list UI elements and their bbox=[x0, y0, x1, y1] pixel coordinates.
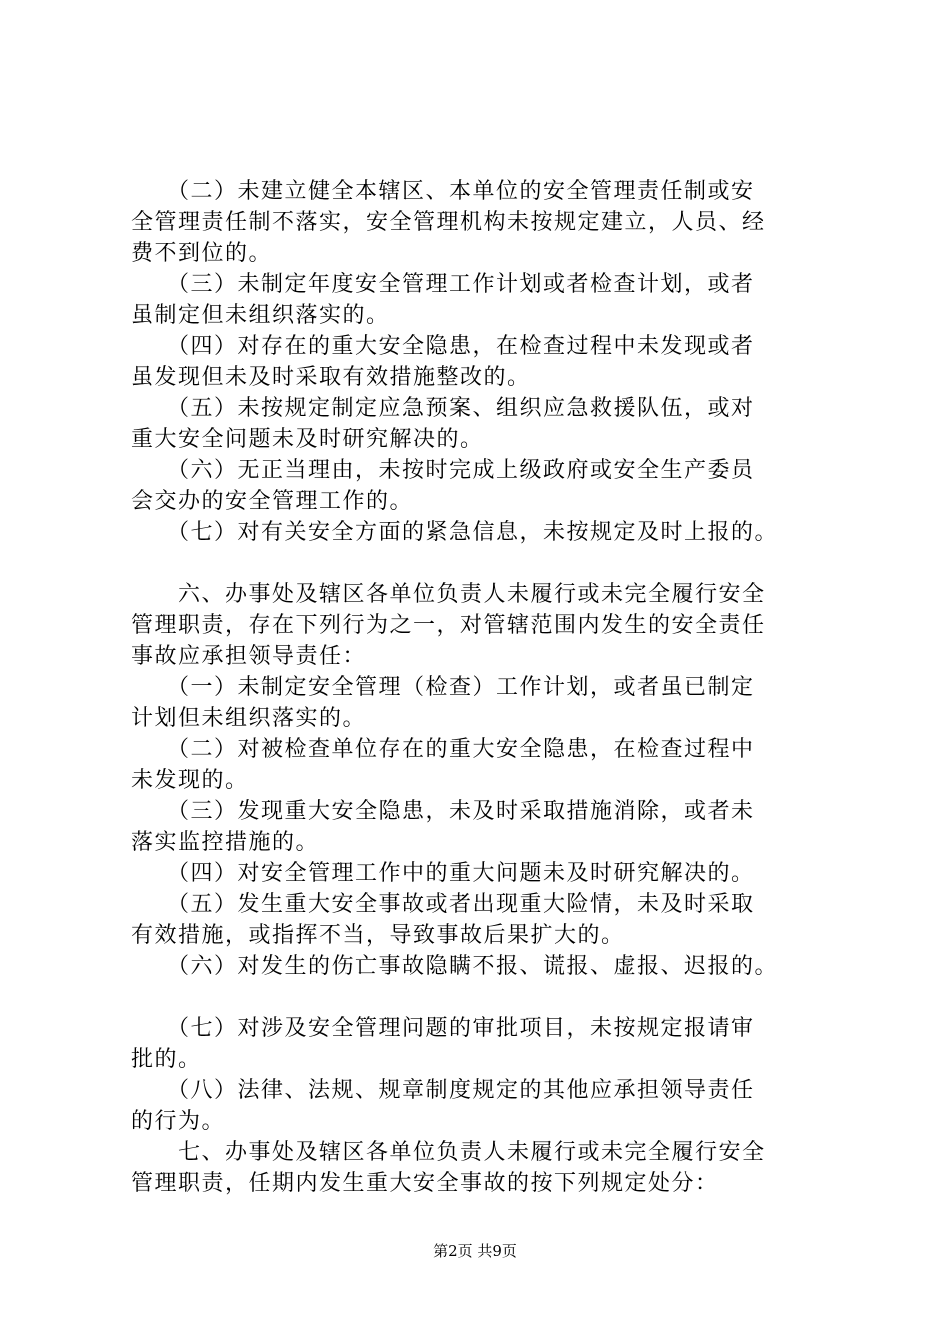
text-line: 七、办事处及辖区各单位负责人未履行或未完全履行安全 bbox=[131, 1140, 766, 1165]
text-line: 事故应承担领导责任： bbox=[131, 644, 367, 669]
text-line: （二）对被检查单位存在的重大安全隐患，在检查过程中 bbox=[131, 737, 755, 762]
text-line: （四）对安全管理工作中的重大问题未及时研究解决的。 bbox=[131, 861, 755, 886]
text-line: 重大安全问题未及时研究解决的。 bbox=[131, 427, 484, 452]
text-line: 虽发现但未及时采取有效措施整改的。 bbox=[131, 365, 531, 390]
text-line: 会交办的安全管理工作的。 bbox=[131, 489, 414, 514]
text-line: （五）发生重大安全事故或者出现重大险情，未及时采取 bbox=[131, 892, 755, 917]
blank-line bbox=[131, 982, 831, 1013]
text-line: 批的。 bbox=[131, 1047, 202, 1072]
text-line: 管理职责，存在下列行为之一，对管辖范围内发生的安全责任 bbox=[131, 613, 766, 638]
text-line: （三）未制定年度安全管理工作计划或者检查计划，或者 bbox=[131, 272, 755, 297]
text-line: （八）法律、法规、规章制度规定的其他应承担领导责任 bbox=[131, 1078, 755, 1103]
text-line: 管理职责，任期内发生重大安全事故的按下列规定处分： bbox=[131, 1171, 719, 1196]
text-line: 的行为。 bbox=[131, 1109, 226, 1134]
text-line: （六）无正当理由，未按时完成上级政府或安全生产委员 bbox=[131, 458, 755, 483]
text-line: 六、办事处及辖区各单位负责人未履行或未完全履行安全 bbox=[131, 582, 766, 607]
text-line: 落实监控措施的。 bbox=[131, 830, 320, 855]
text-line: （六）对发生的伤亡事故隐瞒不报、谎报、虚报、迟报的。 bbox=[131, 954, 779, 979]
text-line: （七）对涉及安全管理问题的审批项目，未按规定报请审 bbox=[131, 1016, 755, 1041]
text-line: 计划但未组织落实的。 bbox=[131, 706, 367, 731]
text-line: 虽制定但未组织落实的。 bbox=[131, 303, 390, 328]
text-line: 未发现的。 bbox=[131, 768, 249, 793]
text-line: （一）未制定安全管理（检查）工作计划，或者虽已制定 bbox=[131, 675, 755, 700]
text-line: （三）发现重大安全隐患，未及时采取措施消除，或者未 bbox=[131, 799, 755, 824]
text-line: 全管理责任制不落实，安全管理机构未按规定建立，人员、经 bbox=[131, 210, 766, 235]
text-line: 费不到位的。 bbox=[131, 241, 273, 266]
blank-line bbox=[131, 548, 831, 579]
text-line: （二）未建立健全本辖区、本单位的安全管理责任制或安 bbox=[131, 179, 755, 204]
text-line: （四）对存在的重大安全隐患，在检查过程中未发现或者 bbox=[131, 334, 755, 359]
text-line: （七）对有关安全方面的紧急信息，未按规定及时上报的。 bbox=[131, 520, 779, 545]
text-line: （五）未按规定制定应急预案、组织应急救援队伍，或对 bbox=[131, 396, 755, 421]
page-number-footer: 第2页 共9页 bbox=[433, 1242, 517, 1260]
text-line: 有效措施，或指挥不当，导致事故后果扩大的。 bbox=[131, 923, 625, 948]
document-body bbox=[131, 176, 831, 1199]
